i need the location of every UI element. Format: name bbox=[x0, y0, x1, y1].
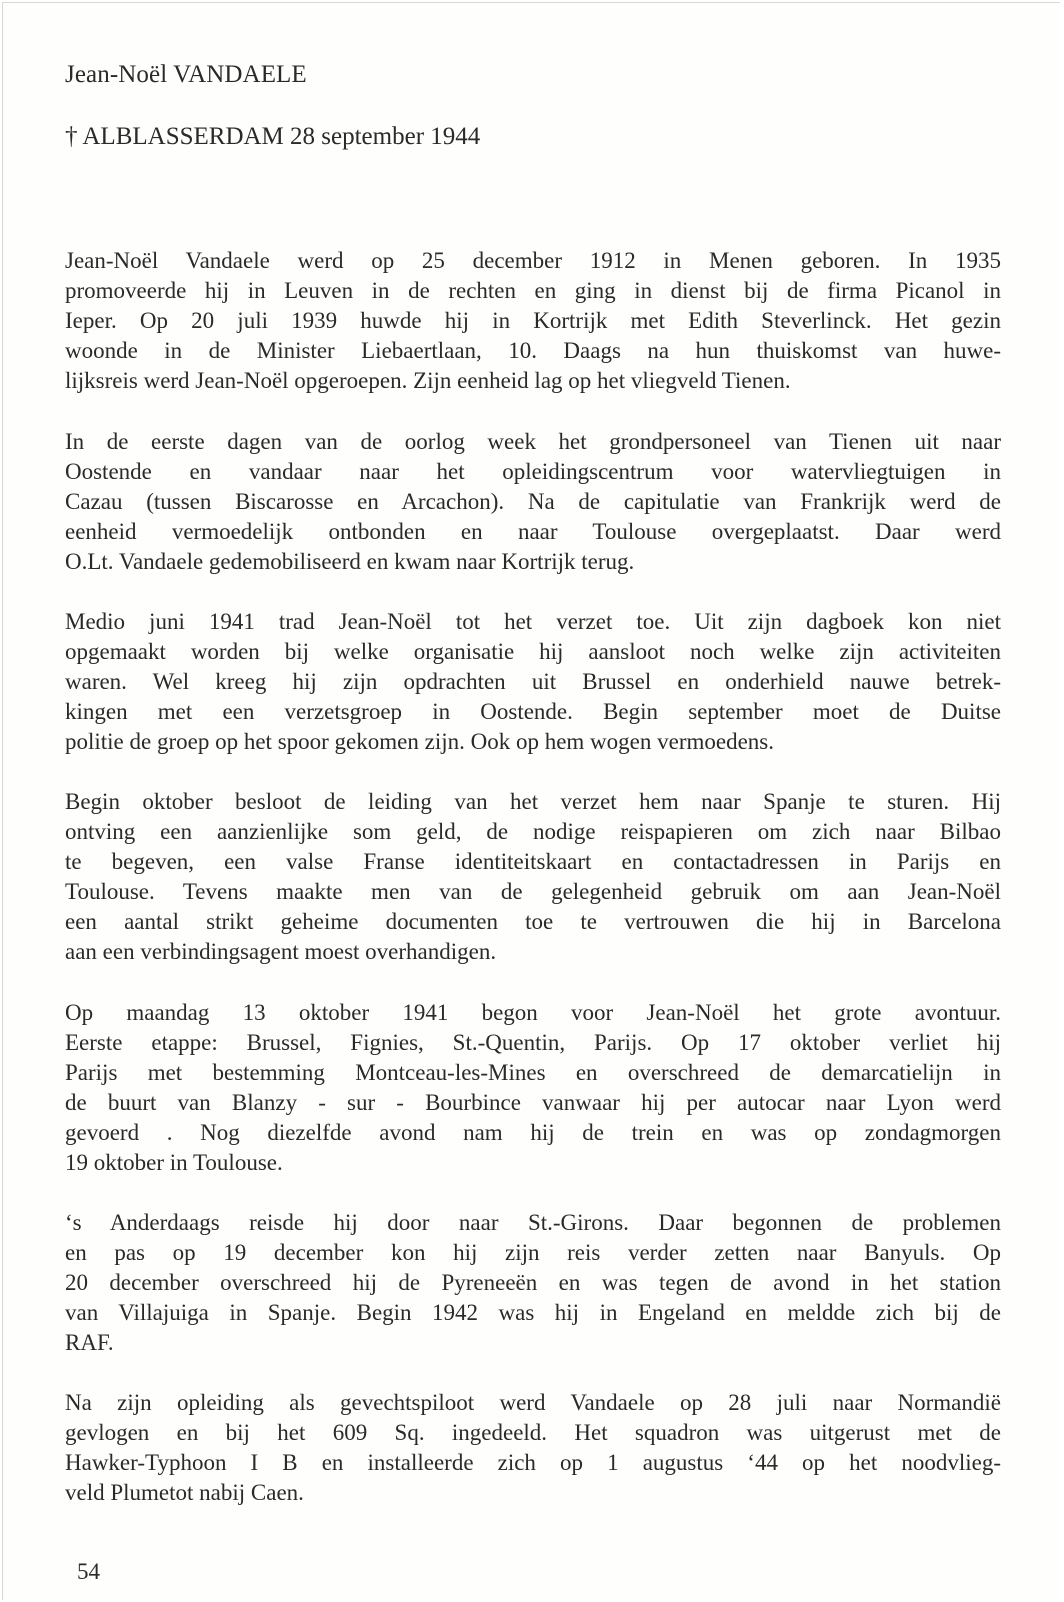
paragraph-birth-career bbox=[65, 246, 1001, 396]
page-number: 54 bbox=[77, 1559, 100, 1584]
paragraph-resistance bbox=[65, 607, 1001, 757]
paragraph-war-start bbox=[65, 427, 1001, 577]
heading-death-place-date: † ALBLASSERDAM 28 september 1944 bbox=[65, 123, 481, 150]
text-line: aan een verbindingsagent moest overhandigen. bbox=[65, 939, 497, 964]
paragraph-pyrenees bbox=[65, 1208, 1001, 1358]
paragraph-mission-spain bbox=[65, 787, 1001, 967]
text-line: promoveerde hij in Leuven in de rechten en ging in dienst bij de firma Picanol in bbox=[65, 278, 1001, 303]
text-line: Ieper. Op 20 juli 1939 huwde hij in Kortrijk met Edith Steverlinck. Het gezin bbox=[65, 308, 1001, 333]
text-line: lijksreis werd Jean-Noël opgeroepen. Zijn eenheid lag op het vliegveld Tienen. bbox=[65, 368, 791, 393]
text-line: kingen met een verzetsgroep in Oostende. Begin september moet de Duitse bbox=[65, 699, 1001, 724]
text-line: woonde in de Minister Liebaertlaan, 10. Daags na hun thuiskomst van huwe- bbox=[65, 338, 1001, 363]
text-line: politie de groep op het spoor gekomen zijn. Ook op hem wogen vermoedens. bbox=[65, 729, 775, 754]
document-page bbox=[2, 2, 1060, 1600]
text-line: gevoerd . Nog diezelfde avond nam hij de trein en was op zondagmorgen bbox=[65, 1120, 1001, 1145]
text-line: Toulouse. Tevens maakte men van de gelegenheid gebruik om aan Jean-Noël bbox=[65, 879, 1001, 904]
text-line: eenheid vermoedelijk ontbonden en naar Toulouse overgeplaatst. Daar werd bbox=[65, 519, 1001, 544]
text-line: gevlogen en bij het 609 Sq. ingedeeld. Het squadron was uitgerust met de bbox=[65, 1420, 1001, 1445]
text-line: Eerste etappe: Brussel, Fignies, St.-Quentin, Parijs. Op 17 oktober verliet hij bbox=[65, 1030, 1001, 1055]
text-line: O.Lt. Vandaele gedemobiliseerd en kwam naar Kortrijk terug. bbox=[65, 549, 635, 574]
text-line: ontving een aanzienlijke som geld, de nodige reispapieren om zich naar Bilbao bbox=[65, 819, 1001, 844]
text-line: Na zijn opleiding als gevechtspiloot werd Vandaele op 28 juli naar Normandië bbox=[65, 1390, 1001, 1415]
text-line: en pas op 19 december kon hij zijn reis verder zetten naar Banyuls. Op bbox=[65, 1240, 1001, 1265]
text-line: 19 oktober in Toulouse. bbox=[65, 1150, 283, 1175]
text-line: RAF. bbox=[65, 1330, 114, 1355]
text-line: In de eerste dagen van de oorlog week het grondpersoneel van Tienen uit naar bbox=[65, 429, 1001, 454]
paragraph-pilot-training bbox=[65, 1388, 1001, 1508]
text-line: Oostende en vandaar naar het opleidingscentrum voor watervliegtuigen in bbox=[65, 459, 1001, 484]
text-line: Op maandag 13 oktober 1941 begon voor Jean-Noël het grote avontuur. bbox=[65, 1000, 1001, 1025]
text-line: Hawker-Typhoon I B en installeerde zich op 1 augustus ‘44 op het noodvlieg- bbox=[65, 1450, 1001, 1475]
text-line: de buurt van Blanzy - sur - Bourbince vanwaar hij per autocar naar Lyon werd bbox=[65, 1090, 1001, 1115]
text-line: Jean-Noël Vandaele werd op 25 december 1912 in Menen geboren. In 1935 bbox=[65, 248, 1001, 273]
text-line: 20 december overschreed hij de Pyreneeën en was tegen de avond in het station bbox=[65, 1270, 1001, 1295]
text-line: Parijs met bestemming Montceau-les-Mines en overschreed de demarcatielijn in bbox=[65, 1060, 1001, 1085]
text-line: Medio juni 1941 trad Jean-Noël tot het verzet toe. Uit zijn dagboek kon niet bbox=[65, 609, 1001, 634]
text-line: Cazau (tussen Biscarosse en Arcachon). Na de capitulatie van Frankrijk werd de bbox=[65, 489, 1001, 514]
paragraph-journey bbox=[65, 998, 1001, 1178]
heading-person-name: Jean-Noël VANDAELE bbox=[65, 61, 307, 88]
text-line: veld Plumetot nabij Caen. bbox=[65, 1480, 304, 1505]
text-line: opgemaakt worden bij welke organisatie hij aansloot noch welke zijn activiteiten bbox=[65, 639, 1001, 664]
text-line: ‘s Anderdaags reisde hij door naar St.-Girons. Daar begonnen de problemen bbox=[65, 1210, 1001, 1235]
text-line: een aantal strikt geheime documenten toe te vertrouwen die hij in Barcelona bbox=[65, 909, 1001, 934]
text-line: te begeven, een valse Franse identiteitskaart en contactadressen in Parijs en bbox=[65, 849, 1001, 874]
text-line: van Villajuiga in Spanje. Begin 1942 was hij in Engeland en meldde zich bij de bbox=[65, 1300, 1001, 1325]
text-line: Begin oktober besloot de leiding van het verzet hem naar Spanje te sturen. Hij bbox=[65, 789, 1001, 814]
text-line: waren. Wel kreeg hij zijn opdrachten uit Brussel en onderhield nauwe betrek- bbox=[65, 669, 1001, 694]
